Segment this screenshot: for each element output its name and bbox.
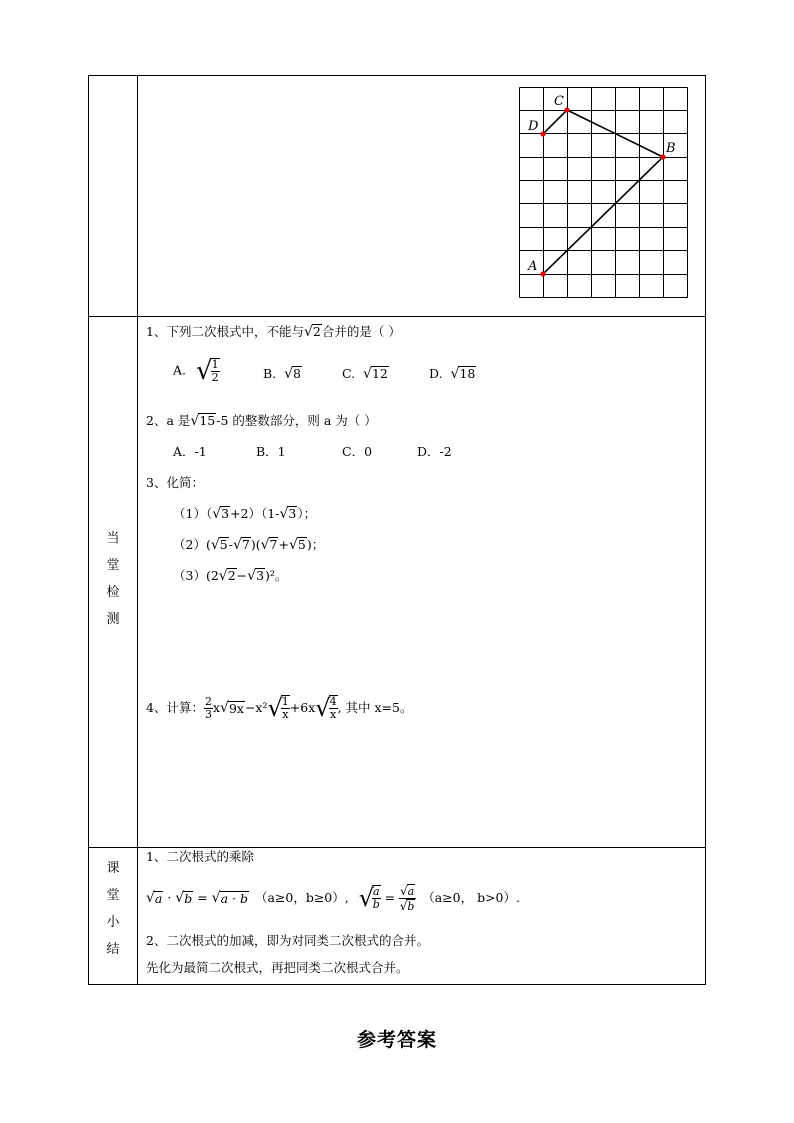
label-C: C [554, 94, 564, 109]
q1-option-d: D. √18 [429, 366, 476, 382]
q3-part-2: （2）(√5-√7)(√7+√5)； [173, 537, 325, 553]
q1-option-c: C. √12 [342, 366, 388, 382]
summary-line-1: 1、二次根式的乘除 [146, 849, 254, 864]
detection-label-char: 当 [106, 531, 120, 546]
path-A-B-C-D [543, 110, 663, 274]
point-A [540, 271, 545, 276]
answer-heading: 参考答案 [356, 1029, 437, 1051]
q3-title: 3、化简： [146, 475, 204, 490]
grid-lines [520, 88, 688, 298]
summary-formula: √ a · √ b = √ a · b （a≥0，b≥0）, √ $\frac{a}{b}$ = $\frac{√a}{√b}$ （a≥0， b>0）. [146, 883, 520, 913]
q2-stem: 2、a 是√15-5 的整数部分，则 a 为（ ） [146, 413, 377, 429]
q3-part-1: （1）（√3+2）（1-√3）； [173, 506, 317, 522]
row-divider-2 [89, 847, 705, 848]
point-B [660, 154, 665, 159]
summary-line-3: 先化为最简二次根式，再把同类二次根式合并。 [146, 960, 409, 975]
summary-label-char: 堂 [106, 888, 120, 903]
detection-label-char: 堂 [106, 558, 120, 573]
q3-part-3: （3）(2√2−√3)²。 [173, 568, 288, 584]
summary-line-2: 2、二次根式的加减，即为对同类二次根式的合并。 [146, 933, 429, 948]
lesson-table [88, 75, 706, 985]
q2-option-a: A．-1 [173, 444, 207, 459]
summary-label-char: 课 [106, 861, 120, 876]
q2-option-c: C．0 [342, 444, 373, 459]
q1-option-a: A. √ $\frac{1}{2}$ [173, 356, 219, 386]
detection-label-char: 检 [106, 585, 120, 600]
detection-label-char: 测 [106, 612, 120, 627]
q2-option-d: D．-2 [417, 444, 452, 459]
label-A: A [528, 259, 538, 274]
label-D: D [528, 119, 539, 134]
summary-label-char: 结 [106, 942, 120, 957]
row-divider-1 [89, 316, 705, 317]
q1-stem-radicand: 2 [312, 324, 321, 339]
point-D [540, 131, 545, 136]
q1-option-b: B. √8 [263, 366, 301, 382]
summary-label-char: 小 [106, 915, 120, 930]
q1-stem: 1、下列二次根式中，不能与√2合并的是（ ） [146, 324, 401, 340]
grid-figure [518, 87, 693, 301]
q4-expression: 4、计算： $\frac{2}{3}$ x √ 9x −x² √ $\frac{1}{x}$ +6x √ $\frac{4}{x}$ , 其中 x=5。 [146, 694, 413, 722]
label-B: B [666, 141, 676, 156]
point-C [564, 107, 569, 112]
q2-option-b: B．1 [256, 444, 286, 459]
